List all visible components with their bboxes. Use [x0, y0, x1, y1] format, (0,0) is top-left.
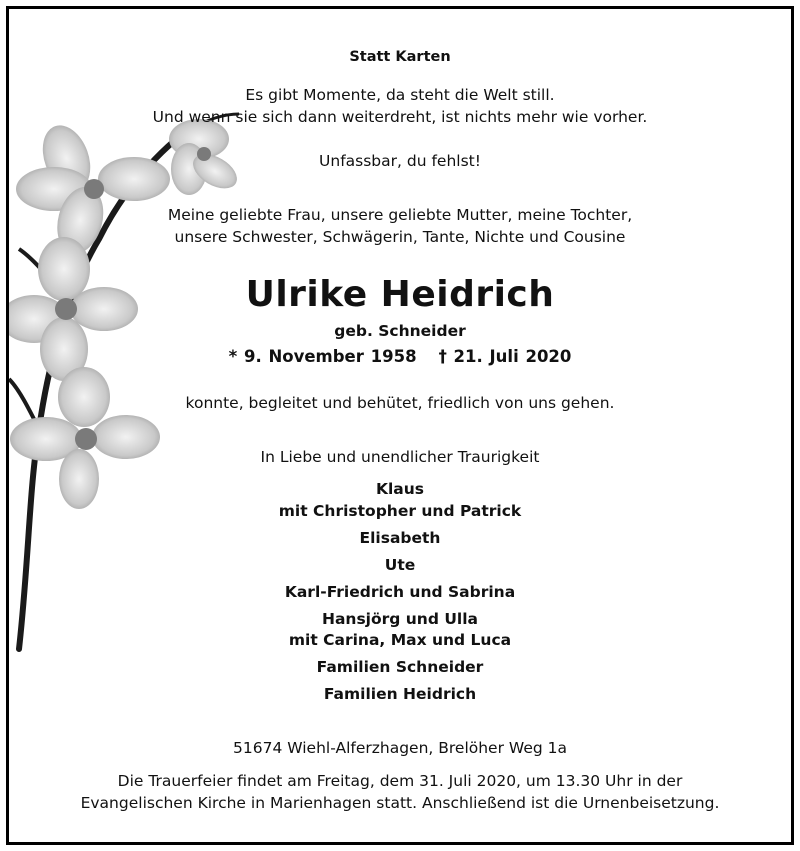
- birth-date: * 9. November 1958: [228, 347, 417, 366]
- missing-line: Unfassbar, du fehlst!: [319, 152, 481, 170]
- address: 51674 Wiehl-Alferzhagen, Brelöher Weg 1a: [233, 739, 567, 757]
- mourning-line: In Liebe und unendlicher Traurigkeit: [260, 448, 540, 466]
- birth-name: geb. Schneider: [334, 322, 466, 340]
- relation-line-1: Meine geliebte Frau, unsere geliebte Mutter, meine Tochter,: [167, 206, 633, 224]
- mourner-klaus: Klaus: [375, 480, 425, 498]
- passing-text: konnte, begleitet und behütet, friedlich von uns gehen.: [185, 394, 615, 412]
- obituary-notice: [6, 6, 794, 845]
- mourner-familien-schneider: Familien Schneider: [316, 658, 484, 676]
- service-line-2: Evangelischen Kirche in Marienhagen statt. Anschließend ist die Urnenbeisetzung.: [80, 794, 720, 812]
- deceased-name: Ulrike Heidrich: [245, 274, 555, 315]
- poem-line-2: Und wenn sie sich dann weiterdreht, ist nichts mehr wie vorher.: [152, 108, 648, 126]
- mourner-elisabeth: Elisabeth: [359, 529, 441, 547]
- life-dates: [9, 347, 791, 367]
- mourner-ute: Ute: [384, 556, 416, 574]
- service-line-1: Die Trauerfeier findet am Freitag, dem 31. Juli 2020, um 13.30 Uhr in der: [117, 772, 683, 790]
- mourner-hansjoerg-ulla: Hansjörg und Ulla: [321, 610, 479, 628]
- mourner-carina-max-luca: mit Carina, Max und Luca: [288, 631, 512, 649]
- mourner-karl-friedrich-sabrina: Karl-Friedrich und Sabrina: [284, 583, 516, 601]
- death-date: † 21. Juli 2020: [438, 347, 572, 366]
- mourner-familien-heidrich: Familien Heidrich: [323, 685, 477, 703]
- poem-line-1: Es gibt Momente, da steht die Welt still.: [245, 86, 555, 104]
- mourner-christopher-patrick: mit Christopher und Patrick: [278, 502, 522, 520]
- statt-karten-header: Statt Karten: [349, 49, 451, 65]
- relation-line-2: unsere Schwester, Schwägerin, Tante, Nichte und Cousine: [174, 228, 626, 246]
